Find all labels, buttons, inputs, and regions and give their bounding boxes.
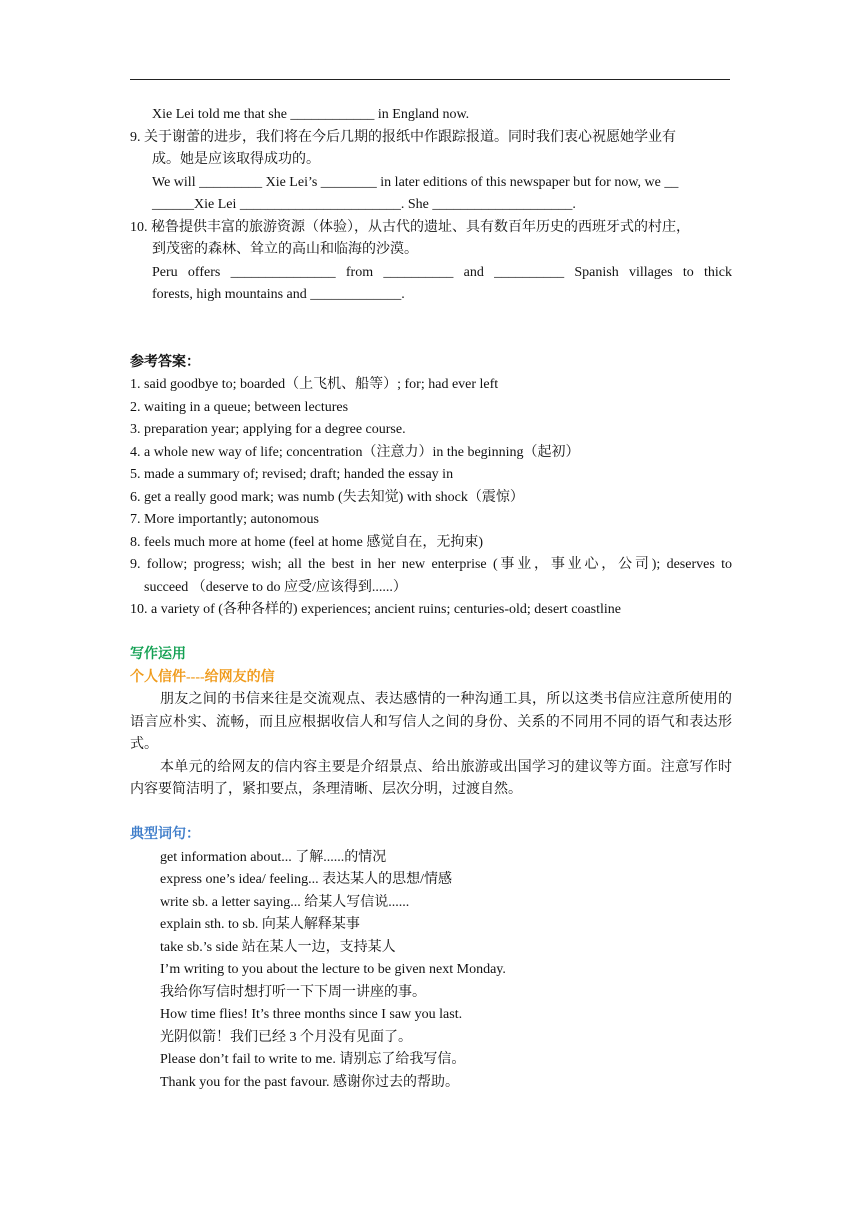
answer-item: 9. follow; progress; wish; all the best in her new enterprise (事业，事业心，公司); deserves to (130, 557, 732, 572)
answer-item: 1. said goodbye to; boarded（上飞机、船等）; for; had ever left (130, 377, 499, 392)
answer-item: 7. More importantly; autonomous (130, 512, 319, 527)
phrases-section (130, 824, 732, 1094)
q9-chinese: 9. 关于谢蕾的进步，我们将在今后几期的报纸中作跟踪报道。同时我们衷心祝愿她学业有 (130, 129, 676, 145)
q9-chinese-cont: 成。她是应该取得成功的。 (152, 152, 320, 167)
answer-item: 4. a whole new way of life; concentration（注意力）in the beginning（起初） (130, 444, 580, 460)
q9-english-1: We will _________ Xie Lei’s ________ in later editions of this newspaper but for now, we __ (152, 174, 679, 190)
document-body (130, 104, 732, 1094)
q8-english: Xie Lei told me that she ____________ in England now. (152, 107, 470, 122)
q10-english-1: Peru offers _______________ from __________ and __________ Spanish villages to thick (152, 264, 732, 280)
spacer (130, 802, 732, 825)
spacer (130, 622, 732, 645)
q10-english-2: forests, high mountains and _____________. (152, 287, 405, 302)
phrase-item: 光阴似箭！我们已经 3 个月没有见面了。 (160, 1029, 412, 1045)
header-rule (130, 79, 730, 80)
writing-heading: 写作运用 (130, 647, 186, 662)
answer-item: 6. get a really good mark; was numb (失去知觉) with shock（震惊） (130, 489, 524, 505)
answers-heading: 参考答案： (130, 354, 200, 370)
answer-item: 10. a variety of (各种各样的) experiences; ancient ruins; centuries-old; desert coastline (130, 602, 621, 617)
phrase-item: express one’s idea/ feeling... 表达某人的思想/情感 (160, 872, 453, 887)
answer-item: 2. waiting in a queue; between lectures (130, 399, 349, 415)
q9-english-2: ______Xie Lei _______________________. She ____________________. (152, 197, 576, 212)
exercise-section (130, 104, 732, 307)
answer-item: 3. preparation year; applying for a degree course. (130, 422, 406, 437)
answer-item: 8. feels much more at home (feel at home 感觉自在，无拘束) (130, 534, 484, 550)
spacer (130, 307, 732, 330)
phrase-item: take sb.’s side 站在某人一边，支持某人 (160, 939, 396, 955)
phrase-item: How time flies! It’s three months since I saw you last. (160, 1007, 463, 1022)
q10-chinese-cont: 到茂密的森林、耸立的高山和临海的沙漠。 (152, 242, 418, 257)
answer-item-cont: succeed （deserve to do 应受/应该得到......） (144, 579, 407, 595)
phrases-heading: 典型词句： (130, 827, 200, 842)
phrase-item: write sb. a letter saying... 给某人写信说...... (160, 894, 410, 910)
phrase-item: 我给你写信时想打听一下下周一讲座的事。 (160, 984, 426, 1000)
phrase-item: I’m writing to you about the lecture to be given next Monday. (160, 962, 506, 977)
phrase-item: explain sth. to sb. 向某人解释某事 (160, 917, 360, 932)
spacer (130, 329, 732, 352)
phrase-item: get information about... 了解......的情况 (160, 849, 387, 865)
writing-paragraph-1: 朋友之间的书信来往是交流观点、表达感情的一种沟通工具，所以这类书信应注意所使用的语言应朴实、流畅，而且应根据收信人和写信人之间的身份、关系的不同用不同的语气和表达形式。 (130, 692, 732, 752)
answer-item: 5. made a summary of; revised; draft; handed the essay in (130, 467, 454, 482)
phrase-item: Thank you for the past favour. 感谢你过去的帮助。 (160, 1074, 460, 1090)
writing-paragraph-2: 本单元的给网友的信内容主要是介绍景点、给出旅游或出国学习的建议等方面。注意写作时内容要简洁明了，紧扣要点，条理清晰、层次分明，过渡自然。 (130, 759, 732, 797)
writing-section (130, 644, 732, 802)
q10-chinese: 10. 秘鲁提供丰富的旅游资源（体验），从古代的遗址、具有数百年历史的西班牙式的村庄， (130, 219, 690, 235)
answers-section (130, 352, 732, 622)
writing-subheading: 个人信件----给网友的信 (130, 669, 275, 685)
phrase-item: Please don’t fail to write to me. 请别忘了给我写信。 (160, 1052, 466, 1067)
